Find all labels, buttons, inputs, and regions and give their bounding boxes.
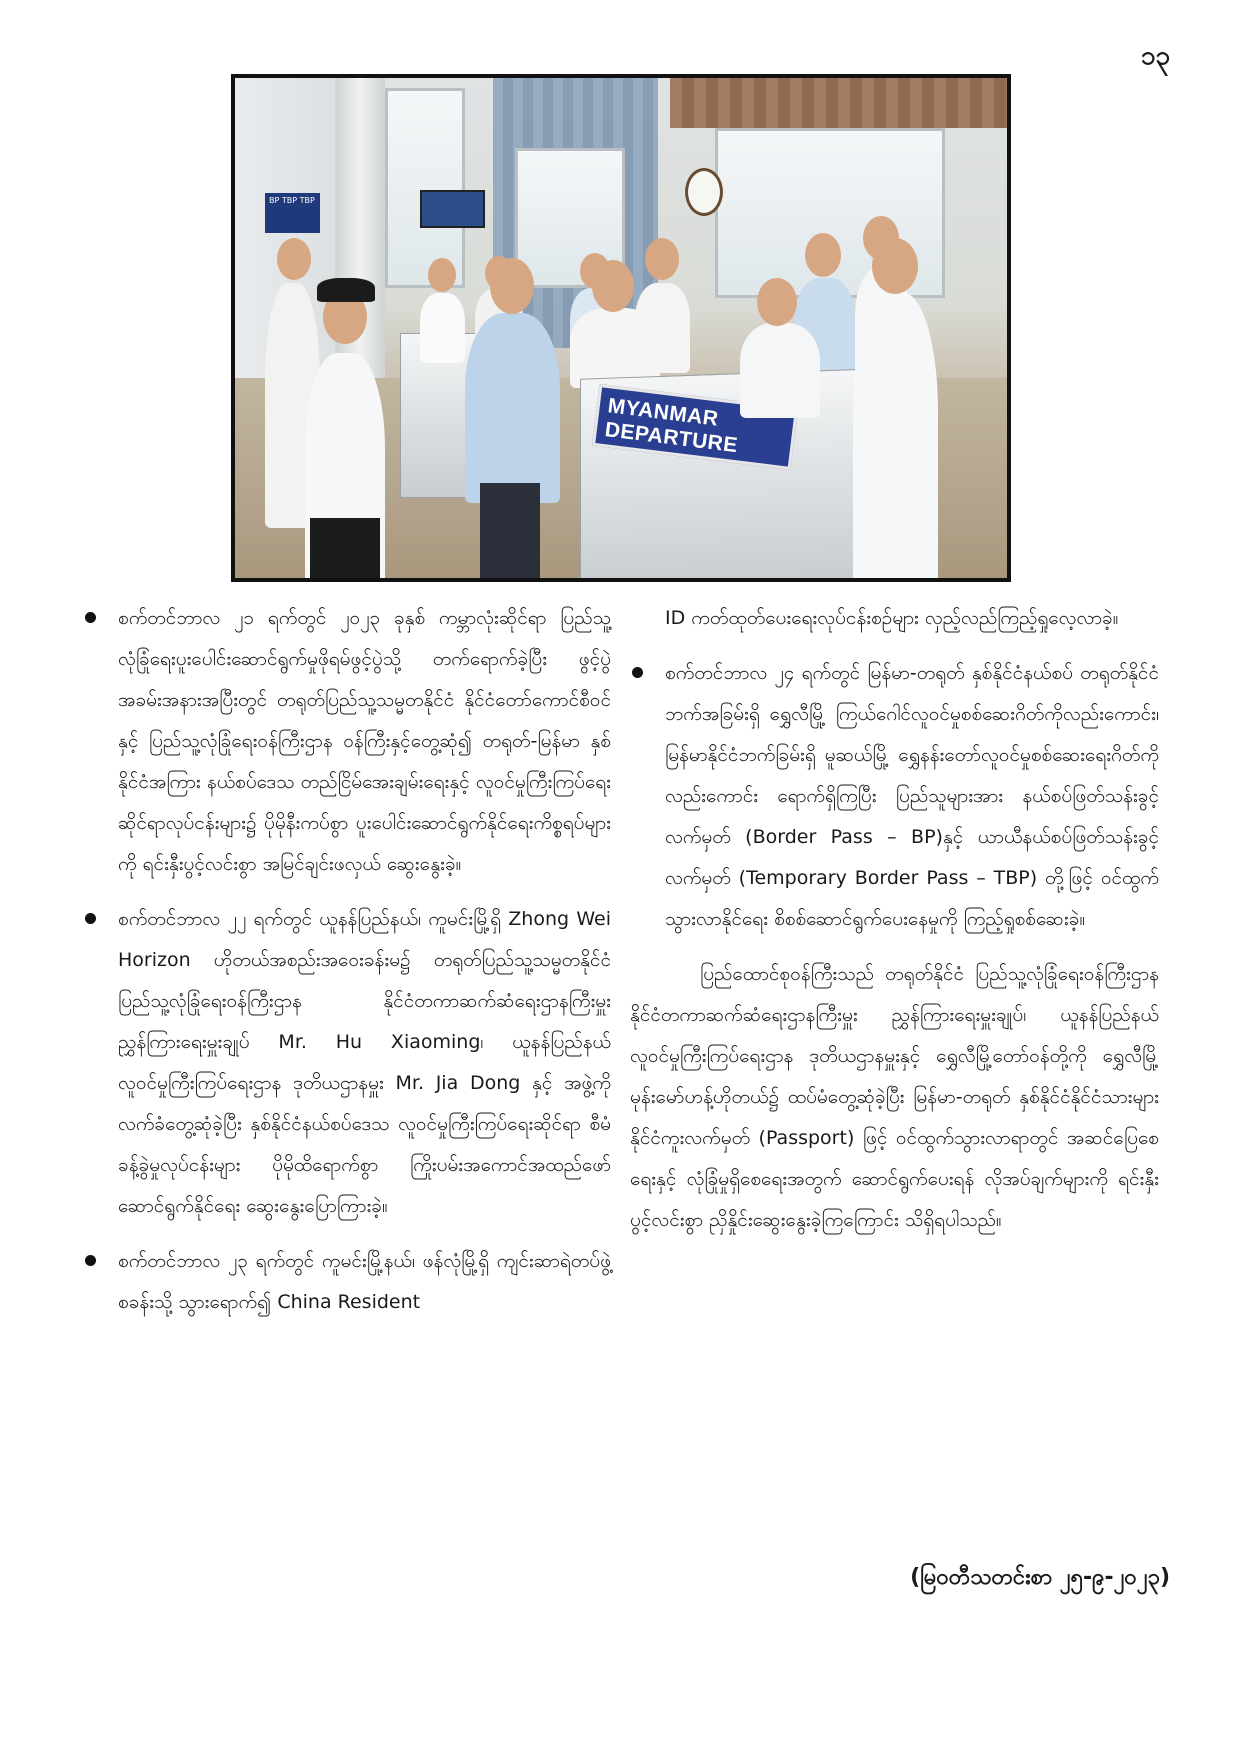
photo-person — [420, 293, 465, 363]
photo-official — [465, 313, 560, 503]
bullet-item — [118, 1241, 611, 1323]
bullet-icon — [85, 1255, 96, 1266]
bullet-item — [118, 598, 611, 885]
left-column — [118, 598, 611, 1337]
bullet-text: စက်တင်ဘာလ ၂၂ ရက်တွင် ယူနန်ပြည်နယ်၊ ကူမင်းမြို့ရှိ Zhong Wei Horizon ဟိုတယ်အစည်းအဝေးခန်းမ၌ တရုတ်ပြည်သူ့သမ္မတနိုင်ငံ ပြည်သူ့လုံခြုံရေးဝန်ကြီးဌာန နိုင်ငံတကာဆက်ဆံရေးဌာနကြီးမှူး ညွှန်ကြားရေးမှူးချုပ် Mr. Hu Xiaoming၊ ယူနန်ပြည်နယ် လူဝင်မှုကြီးကြပ်ရေးဌာန ဒုတိယဌာနမှူး Mr. Jia Dong နှင့် အဖွဲ့ကို လက်ခံတွေ့ဆုံခဲ့ပြီး နှစ်နိုင်ငံနယ်စပ်ဒေသ လူဝင်မှုကြီးကြပ်ရေးဆိုင်ရာ စီမံခန့်ခွဲမှုလုပ်ငန်းများ ပိုမိုထိရောက်စွာ ကြိုးပမ်းအကောင်အထည်ဖော် ဆောင်ရွက်နိုင်ရေး ဆွေးနွေးပြောကြားခဲ့။ — [118, 908, 611, 1217]
photo-person-head — [277, 238, 311, 280]
bullet-text: စက်တင်ဘာလ ၂၄ ရက်တွင် မြန်မာ-တရုတ် နှစ်နိုင်ငံနယ်စပ် တရုတ်နိုင်ငံဘက်အခြမ်းရှိ ရွှေလီမြို့ ကြယ်ဂေါင်လူဝင်မှုစစ်ဆေးဂိတ်ကိုလည်းကောင်း၊ မြန်မာနိုင်ငံဘက်ခြမ်းရှိ မူဆယ်မြို့ ရွှေနန်းတော်လူဝင်မှုစစ်ဆေးရေးဂိတ်ကိုလည်းကောင်း ရောက်ရှိကြပြီး ပြည်သူများအား နယ်စပ်ဖြတ်သန်းခွင့်လက်မှတ် (Border Pass – BP)နှင့် ယာယီနယ်စပ်ဖြတ်သန်းခွင့်လက်မှတ် (Temporary Border Pass – TBP) တို့ဖြင့် ဝင်ထွက်သွားလာနိုင်ရေး စိစစ်ဆောင်ရွက်ပေးနေမှုကို ကြည့်ရှုစစ်ဆေးခဲ့။ — [665, 662, 1159, 930]
bullet-item — [118, 899, 611, 1227]
bullet-text: စက်တင်ဘာလ ၂၁ ရက်တွင် ၂၀၂၃ ခုနှစ် ကမ္ဘာလုံးဆိုင်ရာ ပြည်သူ့လုံခြုံရေးပူးပေါင်းဆောင်ရွက်မှုဖိုရမ်ဖွင့်ပွဲသို့ တက်ရောက်ခဲ့ပြီး ဖွင့်ပွဲအခမ်းအနားအပြီးတွင် တရုတ်ပြည်သူ့သမ္မတနိုင်ငံ နိုင်ငံတော်ကောင်စီဝင်နှင့် ပြည်သူ့လုံခြုံရေးဝန်ကြီးဌာန ဝန်ကြီးနှင့်တွေ့ဆုံ၍ တရုတ်-မြန်မာ နှစ်နိုင်ငံအကြား နယ်စပ်ဒေသ တည်ငြိမ်အေးချမ်းရေးနှင့် လူဝင်မှုကြီးကြပ်ရေးဆိုင်ရာလုပ်ငန်းများ၌ ပိုမိုနီးကပ်စွာ ပူးပေါင်းဆောင်ရွက်နိုင်ရေးကိစ္စရပ်များကို ရင်းနှီးပွင့်လင်းစွာ အမြင်ချင်းဖလှယ် ဆွေးနွေးခဲ့။ — [118, 607, 611, 875]
closing-paragraph: ပြည်ထောင်စုဝန်ကြီးသည် တရုတ်နိုင်ငံ ပြည်သူ့လုံခြုံရေးဝန်ကြီးဌာန နိုင်ငံတကာဆက်ဆံရေးဌာနကြီးမှူး ညွှန်ကြားရေးမှူးချုပ်၊ ယူနန်ပြည်နယ် လူဝင်မှုကြီးကြပ်ရေးဌာန ဒုတိယဌာနမှူးနှင့် ရွှေလီမြို့တော်ဝန်တို့ကို ရွှေလီမြို့ မုန်းမော်ဟန့်ဟိုတယ်၌ ထပ်မံတွေ့ဆုံခဲ့ပြီး မြန်မာ-တရုတ် နှစ်နိုင်ငံနိုင်ငံသားများ နိုင်ငံကူးလက်မှတ် (Passport) ဖြင့် ဝင်ထွက်သွားလာရာတွင် အဆင်ပြေစေရေးနှင့် လုံခြုံမှုရှိစေရေးအတွက် ဆောင်ရွက်ပေးရန် လိုအပ်ချက်များကို ရင်းနှီးပွင့်လင်းစွာ ညှိနှိုင်းဆွေးနွေးခဲ့ကြကြောင်း သိရှိရပါသည်။ — [630, 963, 1159, 1231]
photo-officer — [740, 323, 820, 418]
photo-official-trousers — [480, 483, 540, 582]
photo-officer — [853, 293, 938, 582]
page-number: ၁၃ — [1140, 41, 1170, 71]
photo-official-head — [490, 258, 534, 314]
photo-person-head — [428, 258, 456, 292]
article-photo — [231, 74, 1011, 582]
bullet-item — [630, 653, 1159, 940]
source-citation: (မြဝတီသတင်းစာ ၂၅-၉-၂၀၂၃) — [910, 1565, 1170, 1590]
photo-officer-head — [757, 278, 797, 326]
departure-sign: MYANMAR DEPARTURE — [592, 384, 798, 470]
bullet-text: စက်တင်ဘာလ ၂၃ ရက်တွင် ကူမင်းမြို့နယ်၊ ဖန်လုံမြို့ရှိ ကျင်းဆာရဲတပ်ဖွဲ့စခန်းသို့ သွားရောက်၍ China Resident — [118, 1250, 611, 1313]
officer-cap-icon — [317, 278, 375, 302]
photo-curtain-brown — [670, 78, 1011, 128]
photo-officer-head — [872, 238, 918, 294]
photo-person-head — [645, 238, 679, 280]
photo-board: BP TBP TBP — [265, 193, 320, 233]
clock-icon — [685, 168, 723, 216]
bullet-icon — [632, 667, 643, 678]
bullet-icon — [85, 913, 96, 924]
photo-officer-trousers — [310, 518, 380, 582]
photo-screen — [420, 190, 485, 228]
photo-official-head — [592, 260, 634, 312]
photo-person-head — [805, 233, 841, 277]
bullet-icon — [85, 612, 96, 623]
photo-window — [385, 88, 465, 288]
continued-text: ID ကတ်ထုတ်ပေးရေးလုပ်ငန်းစဉ်များ လှည့်လည်ကြည့်ရှုလေ့လာခဲ့။ — [665, 607, 1119, 629]
right-column — [630, 598, 1159, 1241]
